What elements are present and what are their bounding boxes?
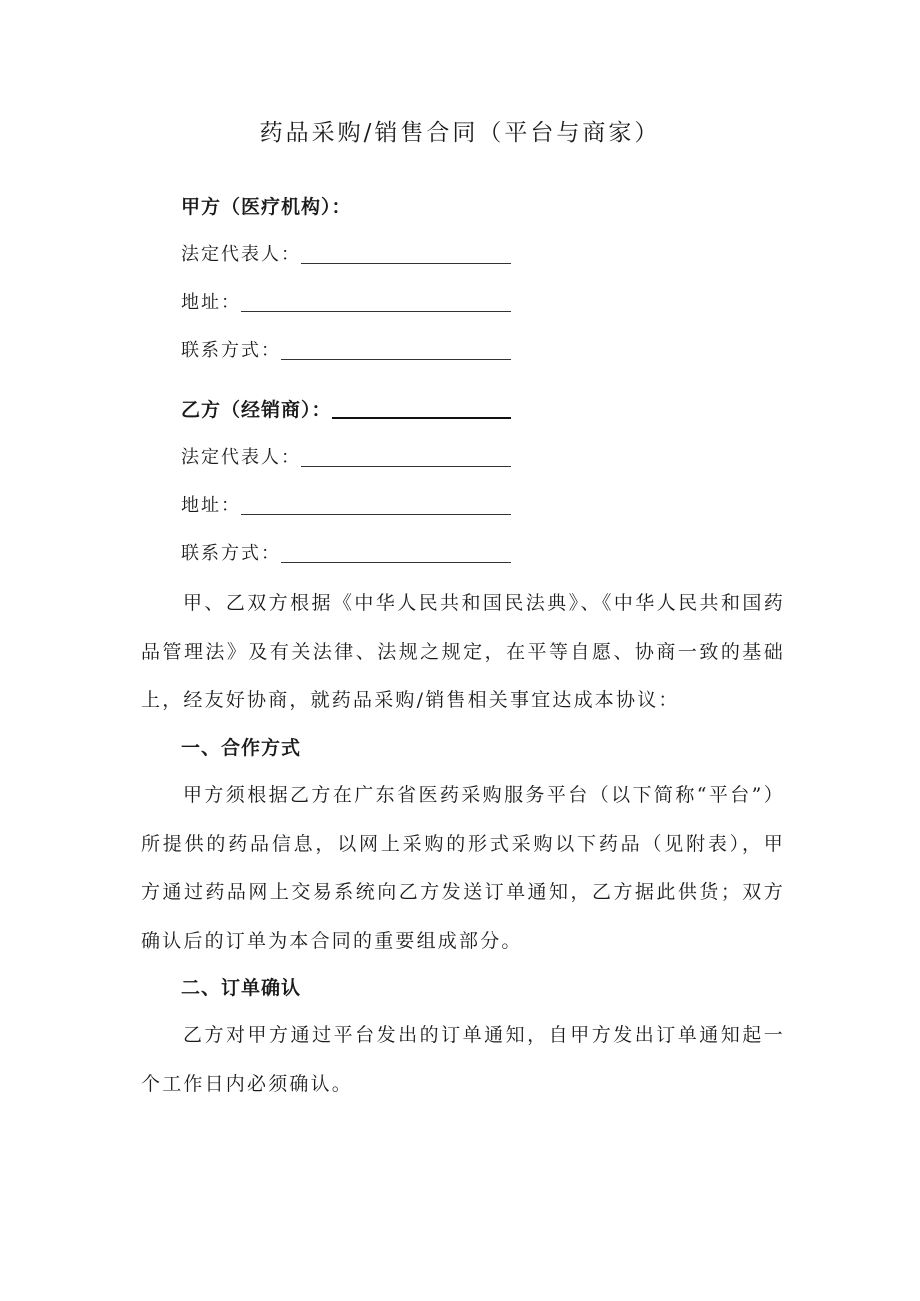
party-b-address-field[interactable] (181, 492, 511, 520)
party-a-contact-label: 联系方式： (181, 340, 281, 361)
document-title: 药品采购/销售合同（平台与商家） (259, 120, 661, 146)
party-a-contact-field[interactable] (181, 337, 511, 365)
section-2-heading: 二、订单确认 (181, 977, 302, 999)
party-b-legal-rep-label: 法定代表人： (181, 447, 301, 468)
section-1-body: 甲方须根据乙方在广东省医药采购服务平台（以下简称“平台”）所提供的药品信息，以网上采购的形式采购以下药品（见附表），甲方通过药品网上交易系统向乙方发送订单通知，乙方据此供货；双方确认后的订单为本合同的重要组成部分。 (141, 784, 785, 952)
party-a-legal-rep-label: 法定代表人： (181, 244, 301, 265)
party-b-heading: 乙方（经销商）： (181, 399, 332, 421)
party-b-contact-field[interactable] (181, 540, 511, 568)
party-b-name-blank[interactable] (332, 397, 511, 419)
party-a-legal-rep-blank[interactable] (301, 243, 511, 264)
party-a-address-field[interactable] (181, 289, 511, 317)
party-b-legal-rep-blank[interactable] (301, 446, 511, 467)
section-1-heading: 一、合作方式 (181, 737, 302, 759)
party-a-address-blank[interactable] (241, 291, 511, 312)
party-b-contact-label: 联系方式： (181, 543, 281, 564)
party-b-legal-rep-field[interactable] (181, 444, 511, 472)
party-a-contact-blank[interactable] (281, 339, 511, 360)
section-2-body: 乙方对甲方通过平台发出的订单通知，自甲方发出订单通知起一个工作日内必须确认。 (141, 1024, 785, 1095)
party-b-address-blank[interactable] (241, 494, 511, 515)
party-a-address-label: 地址： (181, 292, 241, 313)
preamble-paragraph: 甲、乙双方根据《中华人民共和国民法典》、《中华人民共和国药品管理法》及有关法律、法规之规定，在平等自愿、协商一致的基础上，经友好协商，就药品采购/销售相关事宜达成本协议： (141, 592, 785, 711)
party-b-heading-field[interactable] (181, 396, 511, 424)
party-a-legal-rep-field[interactable] (181, 241, 511, 269)
party-b-contact-blank[interactable] (281, 542, 511, 563)
party-a-heading: 甲方（医疗机构）： (181, 196, 352, 218)
party-b-address-label: 地址： (181, 495, 241, 516)
